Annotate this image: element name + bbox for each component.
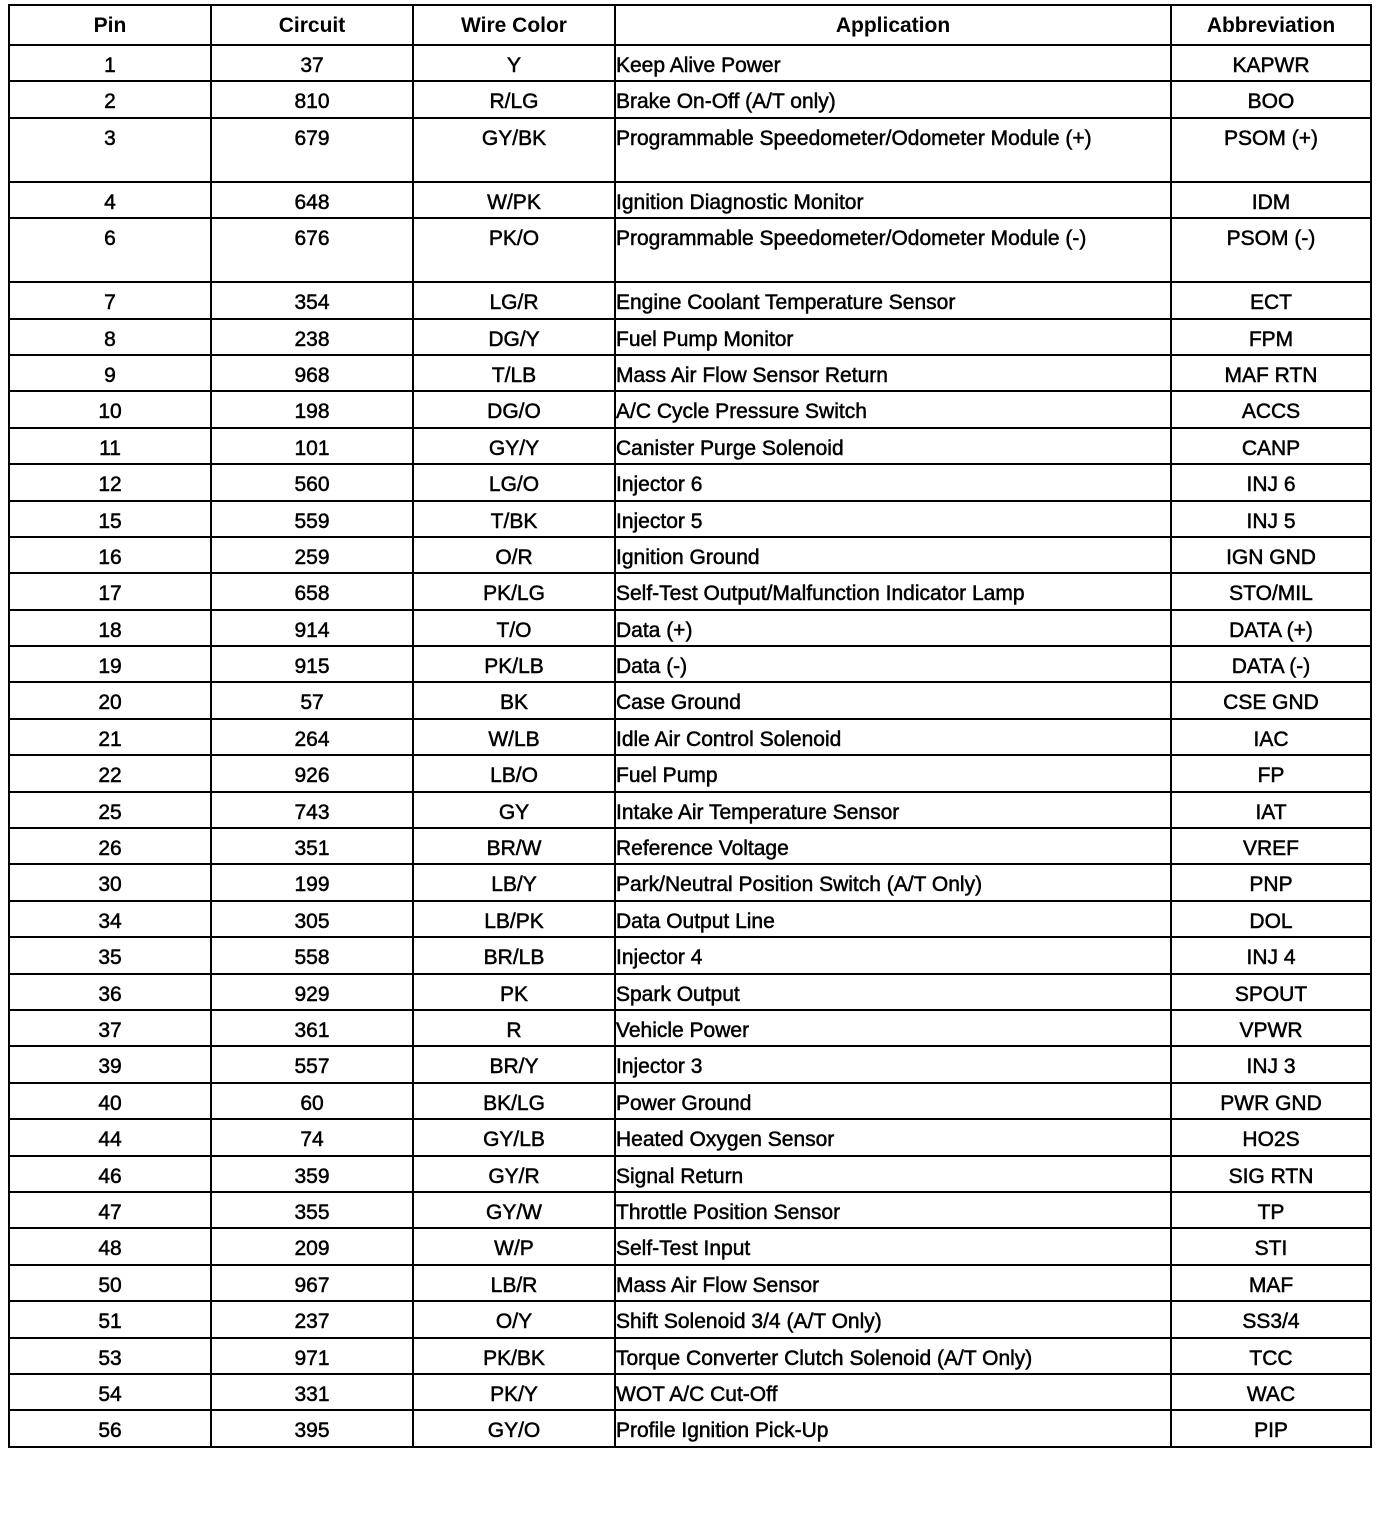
application-cell: Mass Air Flow Sensor bbox=[615, 1265, 1171, 1301]
pin-cell: 1 bbox=[9, 45, 211, 81]
application-cell: A/C Cycle Pressure Switch bbox=[615, 391, 1171, 427]
table-row bbox=[9, 355, 1371, 391]
circuit-cell: 57 bbox=[211, 682, 413, 718]
abbreviation-cell: INJ 6 bbox=[1171, 464, 1371, 500]
pin-cell: 17 bbox=[9, 573, 211, 609]
application-cell: Idle Air Control Solenoid bbox=[615, 719, 1171, 755]
header-pin: Pin bbox=[9, 5, 211, 45]
table-row bbox=[9, 755, 1371, 791]
abbreviation-cell: KAPWR bbox=[1171, 45, 1371, 81]
abbreviation-cell: CANP bbox=[1171, 428, 1371, 464]
abbreviation-cell: FP bbox=[1171, 755, 1371, 791]
pin-cell: 46 bbox=[9, 1156, 211, 1192]
pin-cell: 22 bbox=[9, 755, 211, 791]
application-cell: Injector 4 bbox=[615, 937, 1171, 973]
pin-cell: 9 bbox=[9, 355, 211, 391]
application-cell: Self-Test Input bbox=[615, 1228, 1171, 1264]
circuit-cell: 354 bbox=[211, 282, 413, 318]
wire-color-cell: GY/Y bbox=[413, 428, 615, 464]
application-cell: Spark Output bbox=[615, 974, 1171, 1010]
application-cell: Vehicle Power bbox=[615, 1010, 1171, 1046]
pin-cell: 56 bbox=[9, 1410, 211, 1446]
wire-color-cell: GY/R bbox=[413, 1156, 615, 1192]
circuit-cell: 968 bbox=[211, 355, 413, 391]
pin-cell: 16 bbox=[9, 537, 211, 573]
application-cell: Profile Ignition Pick-Up bbox=[615, 1410, 1171, 1446]
wire-color-cell: R/LG bbox=[413, 81, 615, 117]
table-row bbox=[9, 1265, 1371, 1301]
table-row bbox=[9, 118, 1371, 182]
circuit-cell: 74 bbox=[211, 1119, 413, 1155]
application-cell: Brake On-Off (A/T only) bbox=[615, 81, 1171, 117]
abbreviation-cell: DATA (-) bbox=[1171, 646, 1371, 682]
pin-cell: 47 bbox=[9, 1192, 211, 1228]
circuit-cell: 676 bbox=[211, 218, 413, 282]
pin-cell: 19 bbox=[9, 646, 211, 682]
application-cell: Intake Air Temperature Sensor bbox=[615, 792, 1171, 828]
table-row bbox=[9, 81, 1371, 117]
wire-color-cell: BK bbox=[413, 682, 615, 718]
wire-color-cell: R bbox=[413, 1010, 615, 1046]
table-row bbox=[9, 319, 1371, 355]
application-cell: Data Output Line bbox=[615, 901, 1171, 937]
circuit-cell: 971 bbox=[211, 1338, 413, 1374]
circuit-cell: 305 bbox=[211, 901, 413, 937]
abbreviation-cell: IGN GND bbox=[1171, 537, 1371, 573]
application-cell: Park/Neutral Position Switch (A/T Only) bbox=[615, 864, 1171, 900]
table-row bbox=[9, 573, 1371, 609]
table-row bbox=[9, 974, 1371, 1010]
circuit-cell: 559 bbox=[211, 501, 413, 537]
table-row bbox=[9, 391, 1371, 427]
wire-color-cell: LB/PK bbox=[413, 901, 615, 937]
wire-color-cell: BK/LG bbox=[413, 1083, 615, 1119]
pin-cell: 4 bbox=[9, 182, 211, 218]
application-cell: Mass Air Flow Sensor Return bbox=[615, 355, 1171, 391]
pin-cell: 2 bbox=[9, 81, 211, 117]
circuit-cell: 560 bbox=[211, 464, 413, 500]
wire-color-cell: BR/LB bbox=[413, 937, 615, 973]
circuit-cell: 237 bbox=[211, 1301, 413, 1337]
table-row bbox=[9, 282, 1371, 318]
abbreviation-cell: ECT bbox=[1171, 282, 1371, 318]
abbreviation-cell: IDM bbox=[1171, 182, 1371, 218]
abbreviation-cell: HO2S bbox=[1171, 1119, 1371, 1155]
pin-cell: 26 bbox=[9, 828, 211, 864]
abbreviation-cell: FPM bbox=[1171, 319, 1371, 355]
circuit-cell: 914 bbox=[211, 610, 413, 646]
abbreviation-cell: TCC bbox=[1171, 1338, 1371, 1374]
application-cell: Shift Solenoid 3/4 (A/T Only) bbox=[615, 1301, 1171, 1337]
table-row bbox=[9, 1010, 1371, 1046]
abbreviation-cell: PSOM (+) bbox=[1171, 118, 1371, 182]
pin-cell: 36 bbox=[9, 974, 211, 1010]
circuit-cell: 264 bbox=[211, 719, 413, 755]
table-row bbox=[9, 218, 1371, 282]
application-cell: Data (-) bbox=[615, 646, 1171, 682]
table-row bbox=[9, 501, 1371, 537]
circuit-cell: 355 bbox=[211, 1192, 413, 1228]
abbreviation-cell: VPWR bbox=[1171, 1010, 1371, 1046]
application-cell: Ignition Diagnostic Monitor bbox=[615, 182, 1171, 218]
wire-color-cell: Y bbox=[413, 45, 615, 81]
circuit-cell: 101 bbox=[211, 428, 413, 464]
application-cell: Fuel Pump bbox=[615, 755, 1171, 791]
pin-cell: 53 bbox=[9, 1338, 211, 1374]
table-row bbox=[9, 1410, 1371, 1446]
circuit-cell: 679 bbox=[211, 118, 413, 182]
wire-color-cell: W/LB bbox=[413, 719, 615, 755]
header-wire-color: Wire Color bbox=[413, 5, 615, 45]
pin-cell: 11 bbox=[9, 428, 211, 464]
circuit-cell: 351 bbox=[211, 828, 413, 864]
table-row bbox=[9, 719, 1371, 755]
table-row bbox=[9, 1228, 1371, 1264]
wire-color-cell: LB/R bbox=[413, 1265, 615, 1301]
abbreviation-cell: TP bbox=[1171, 1192, 1371, 1228]
application-cell: Throttle Position Sensor bbox=[615, 1192, 1171, 1228]
application-cell: WOT A/C Cut-Off bbox=[615, 1374, 1171, 1410]
circuit-cell: 60 bbox=[211, 1083, 413, 1119]
application-cell: Keep Alive Power bbox=[615, 45, 1171, 81]
table-row bbox=[9, 428, 1371, 464]
application-cell: Reference Voltage bbox=[615, 828, 1171, 864]
table-row bbox=[9, 45, 1371, 81]
table-row bbox=[9, 1374, 1371, 1410]
pin-cell: 12 bbox=[9, 464, 211, 500]
header-circuit: Circuit bbox=[211, 5, 413, 45]
circuit-cell: 915 bbox=[211, 646, 413, 682]
circuit-cell: 658 bbox=[211, 573, 413, 609]
circuit-cell: 926 bbox=[211, 755, 413, 791]
pin-cell: 30 bbox=[9, 864, 211, 900]
pin-cell: 8 bbox=[9, 319, 211, 355]
application-cell: Self-Test Output/Malfunction Indicator Lamp bbox=[615, 573, 1171, 609]
abbreviation-cell: MAF bbox=[1171, 1265, 1371, 1301]
table-row bbox=[9, 937, 1371, 973]
abbreviation-cell: BOO bbox=[1171, 81, 1371, 117]
table-row bbox=[9, 864, 1371, 900]
circuit-cell: 810 bbox=[211, 81, 413, 117]
pin-cell: 10 bbox=[9, 391, 211, 427]
abbreviation-cell: DOL bbox=[1171, 901, 1371, 937]
table-row bbox=[9, 792, 1371, 828]
wire-color-cell: PK/O bbox=[413, 218, 615, 282]
abbreviation-cell: ACCS bbox=[1171, 391, 1371, 427]
abbreviation-cell: INJ 4 bbox=[1171, 937, 1371, 973]
circuit-cell: 198 bbox=[211, 391, 413, 427]
wire-color-cell: GY/BK bbox=[413, 118, 615, 182]
wire-color-cell: O/Y bbox=[413, 1301, 615, 1337]
pin-cell: 6 bbox=[9, 218, 211, 282]
abbreviation-cell: WAC bbox=[1171, 1374, 1371, 1410]
circuit-cell: 37 bbox=[211, 45, 413, 81]
wire-color-cell: LG/O bbox=[413, 464, 615, 500]
wire-color-cell: W/P bbox=[413, 1228, 615, 1264]
circuit-cell: 209 bbox=[211, 1228, 413, 1264]
application-cell: Canister Purge Solenoid bbox=[615, 428, 1171, 464]
application-cell: Engine Coolant Temperature Sensor bbox=[615, 282, 1171, 318]
wire-color-cell: PK/Y bbox=[413, 1374, 615, 1410]
circuit-cell: 238 bbox=[211, 319, 413, 355]
pin-cell: 50 bbox=[9, 1265, 211, 1301]
table-row bbox=[9, 1046, 1371, 1082]
abbreviation-cell: SIG RTN bbox=[1171, 1156, 1371, 1192]
application-cell: Power Ground bbox=[615, 1083, 1171, 1119]
circuit-cell: 359 bbox=[211, 1156, 413, 1192]
abbreviation-cell: STI bbox=[1171, 1228, 1371, 1264]
abbreviation-cell: PIP bbox=[1171, 1410, 1371, 1446]
wire-color-cell: GY/O bbox=[413, 1410, 615, 1446]
abbreviation-cell: STO/MIL bbox=[1171, 573, 1371, 609]
application-cell: Case Ground bbox=[615, 682, 1171, 718]
circuit-cell: 648 bbox=[211, 182, 413, 218]
abbreviation-cell: IAC bbox=[1171, 719, 1371, 755]
pin-cell: 34 bbox=[9, 901, 211, 937]
header-abbreviation: Abbreviation bbox=[1171, 5, 1371, 45]
header-row bbox=[9, 5, 1371, 45]
application-cell: Injector 3 bbox=[615, 1046, 1171, 1082]
table-row bbox=[9, 1083, 1371, 1119]
circuit-cell: 199 bbox=[211, 864, 413, 900]
abbreviation-cell: VREF bbox=[1171, 828, 1371, 864]
circuit-cell: 361 bbox=[211, 1010, 413, 1046]
pin-cell: 37 bbox=[9, 1010, 211, 1046]
pin-cell: 20 bbox=[9, 682, 211, 718]
circuit-cell: 557 bbox=[211, 1046, 413, 1082]
wire-color-cell: LB/O bbox=[413, 755, 615, 791]
wire-color-cell: PK/BK bbox=[413, 1338, 615, 1374]
application-cell: Signal Return bbox=[615, 1156, 1171, 1192]
table-row bbox=[9, 901, 1371, 937]
application-cell: Fuel Pump Monitor bbox=[615, 319, 1171, 355]
application-cell: Injector 6 bbox=[615, 464, 1171, 500]
table-header bbox=[9, 5, 1371, 45]
application-cell: Heated Oxygen Sensor bbox=[615, 1119, 1171, 1155]
circuit-cell: 395 bbox=[211, 1410, 413, 1446]
pin-cell: 25 bbox=[9, 792, 211, 828]
application-cell: Data (+) bbox=[615, 610, 1171, 646]
pinout-sheet bbox=[8, 4, 1370, 1448]
pin-cell: 48 bbox=[9, 1228, 211, 1264]
pin-cell: 18 bbox=[9, 610, 211, 646]
wire-color-cell: GY bbox=[413, 792, 615, 828]
circuit-cell: 558 bbox=[211, 937, 413, 973]
pin-cell: 51 bbox=[9, 1301, 211, 1337]
abbreviation-cell: IAT bbox=[1171, 792, 1371, 828]
pin-cell: 15 bbox=[9, 501, 211, 537]
wire-color-cell: GY/LB bbox=[413, 1119, 615, 1155]
circuit-cell: 967 bbox=[211, 1265, 413, 1301]
wire-color-cell: T/LB bbox=[413, 355, 615, 391]
table-row bbox=[9, 1119, 1371, 1155]
wire-color-cell: DG/Y bbox=[413, 319, 615, 355]
wire-color-cell: PK bbox=[413, 974, 615, 1010]
pin-cell: 54 bbox=[9, 1374, 211, 1410]
table-body bbox=[9, 45, 1371, 1447]
wire-color-cell: LG/R bbox=[413, 282, 615, 318]
wire-color-cell: GY/W bbox=[413, 1192, 615, 1228]
pin-cell: 3 bbox=[9, 118, 211, 182]
application-cell: Injector 5 bbox=[615, 501, 1171, 537]
pin-cell: 39 bbox=[9, 1046, 211, 1082]
application-cell: Programmable Speedometer/Odometer Module (-) bbox=[615, 218, 1171, 282]
pin-cell: 21 bbox=[9, 719, 211, 755]
table-row bbox=[9, 610, 1371, 646]
circuit-cell: 743 bbox=[211, 792, 413, 828]
abbreviation-cell: INJ 3 bbox=[1171, 1046, 1371, 1082]
application-cell: Ignition Ground bbox=[615, 537, 1171, 573]
wire-color-cell: BR/W bbox=[413, 828, 615, 864]
pin-cell: 44 bbox=[9, 1119, 211, 1155]
table-row bbox=[9, 1192, 1371, 1228]
abbreviation-cell: PWR GND bbox=[1171, 1083, 1371, 1119]
wire-color-cell: W/PK bbox=[413, 182, 615, 218]
pin-cell: 35 bbox=[9, 937, 211, 973]
pin-cell: 40 bbox=[9, 1083, 211, 1119]
table-row bbox=[9, 682, 1371, 718]
table-row bbox=[9, 537, 1371, 573]
abbreviation-cell: DATA (+) bbox=[1171, 610, 1371, 646]
header-application: Application bbox=[615, 5, 1171, 45]
circuit-cell: 259 bbox=[211, 537, 413, 573]
wire-color-cell: LB/Y bbox=[413, 864, 615, 900]
circuit-cell: 331 bbox=[211, 1374, 413, 1410]
application-cell: Torque Converter Clutch Solenoid (A/T Only) bbox=[615, 1338, 1171, 1374]
table-row bbox=[9, 646, 1371, 682]
wire-color-cell: T/BK bbox=[413, 501, 615, 537]
application-cell: Programmable Speedometer/Odometer Module (+) bbox=[615, 118, 1171, 182]
abbreviation-cell: PSOM (-) bbox=[1171, 218, 1371, 282]
abbreviation-cell: CSE GND bbox=[1171, 682, 1371, 718]
wire-color-cell: DG/O bbox=[413, 391, 615, 427]
wire-color-cell: O/R bbox=[413, 537, 615, 573]
circuit-cell: 929 bbox=[211, 974, 413, 1010]
wire-color-cell: PK/LG bbox=[413, 573, 615, 609]
abbreviation-cell: PNP bbox=[1171, 864, 1371, 900]
table-row bbox=[9, 1156, 1371, 1192]
pin-cell: 7 bbox=[9, 282, 211, 318]
table-row bbox=[9, 1301, 1371, 1337]
pinout-table bbox=[8, 4, 1372, 1448]
abbreviation-cell: MAF RTN bbox=[1171, 355, 1371, 391]
abbreviation-cell: SS3/4 bbox=[1171, 1301, 1371, 1337]
wire-color-cell: BR/Y bbox=[413, 1046, 615, 1082]
abbreviation-cell: SPOUT bbox=[1171, 974, 1371, 1010]
table-row bbox=[9, 182, 1371, 218]
table-row bbox=[9, 464, 1371, 500]
wire-color-cell: T/O bbox=[413, 610, 615, 646]
table-row bbox=[9, 1338, 1371, 1374]
wire-color-cell: PK/LB bbox=[413, 646, 615, 682]
table-row bbox=[9, 828, 1371, 864]
abbreviation-cell: INJ 5 bbox=[1171, 501, 1371, 537]
